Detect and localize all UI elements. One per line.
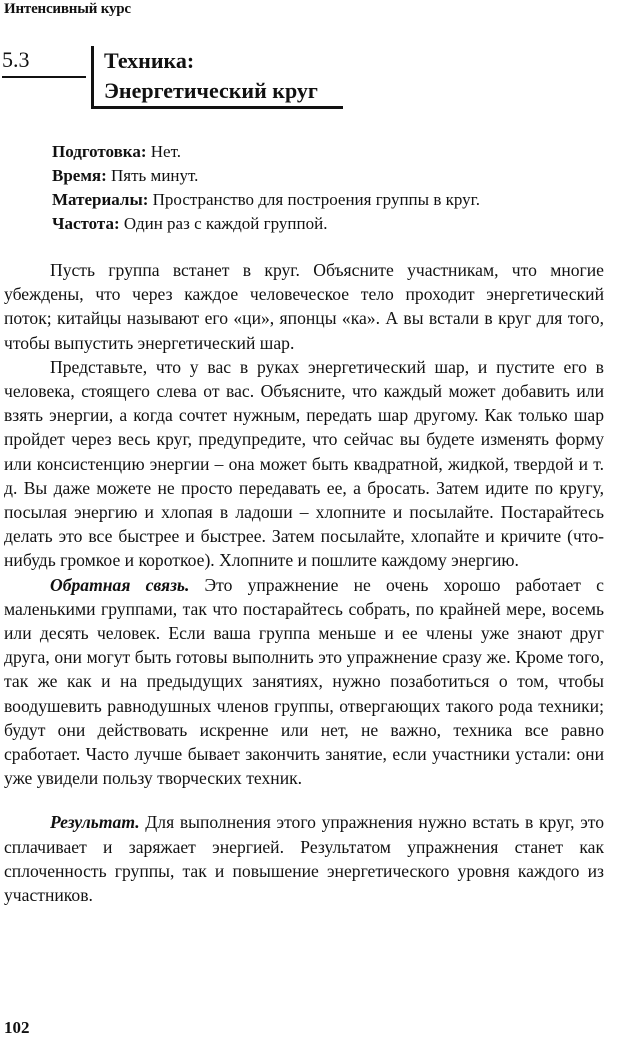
meta-key: Материалы: <box>52 190 149 209</box>
running-head: Интенсивный курс <box>4 1 131 17</box>
meta-key: Время: <box>52 166 107 185</box>
section-number: 5.3 <box>2 46 86 78</box>
meta-frequency <box>52 212 612 236</box>
paragraph-feedback <box>4 573 604 791</box>
result-text: Для выполнения этого упражнения нужно встать в круг, это сплачивает и заряжает энергией. Результатом упражнения станет как сплоченность группы, так и повышение энергетического уровня каждого из участников. <box>4 812 604 906</box>
body-text <box>4 258 604 907</box>
section-title <box>104 46 318 106</box>
title-vertical-rule <box>91 46 94 108</box>
meta-value: Один раз с каждой группой. <box>119 214 328 233</box>
feedback-lead: Обратная связь. <box>50 574 190 595</box>
paragraph-procedure: Представьте, что у вас в руках энергетический шар, и пустите его в человека, стоящего слева от вас. Объясните, что каждый может добавить или взять энергии, а когда сочтет нужным, передать шар другому. Как только шар пройдет через весь круг, предупредите, что сейчас вы будете изменять форму или консистенцию энергии – она может быть квадратной, жидкой, твердой и т. д. Вы даже можете не просто передавать ее, а бросать. Затем идите по кругу, посылая энергию и хлопая в ладоши – хлопните и посылайте. Постарайтесь делать это все быстрее и быстрее. Затем посылайте, хлопайте и кричите (что-нибудь громкое и короткое). Хлопните и пошлите каждому энергию. <box>4 356 604 571</box>
paragraph-instructions: Пусть группа встанет в круг. Объясните участникам, что многие убеждены, что через каждое человеческое тело проходит энергетический поток; китайцы называют его «ци», японцы «ка». А вы встали в круг для того, чтобы выпустить энергетический шар. <box>4 260 604 353</box>
meta-key: Частота: <box>52 214 120 233</box>
meta-value: Нет. <box>146 142 181 161</box>
exercise-meta <box>52 140 612 236</box>
feedback-text: Это упражнение не очень хорошо работает с маленькими группами, так что постарайтесь собрать, по крайней мере, восемь или десять человек. Если ваша группа меньше и ее члены уже знают друг друга, они могут быть готовы выполнить это упражнение сразу же. Кроме того, так же как и на предыдущих занятиях, нужно позаботиться о том, чтобы воодушевить равнодушных членов группы, отвергающих такого рода техники; будут они действовать искренне или нет, не важно, техника все равно сработает. Часто лучше бывает закончить занятие, если участники устали: они уже увидели пользу творческих техник. <box>4 574 604 789</box>
meta-value: Пять минут. <box>106 166 199 185</box>
meta-preparation <box>52 140 612 164</box>
meta-time <box>52 164 612 188</box>
page-number: 102 <box>4 1018 30 1037</box>
meta-value: Пространство для построения группы в круг. <box>148 190 480 209</box>
meta-materials <box>52 188 612 212</box>
meta-key: Подготовка: <box>52 142 147 161</box>
section-title-line1: Техника: <box>104 48 195 73</box>
section-title-line2: Энергетический круг <box>104 78 318 103</box>
paragraph-result <box>4 810 604 907</box>
result-lead: Результат. <box>50 812 140 833</box>
title-underline-rule <box>91 106 343 109</box>
